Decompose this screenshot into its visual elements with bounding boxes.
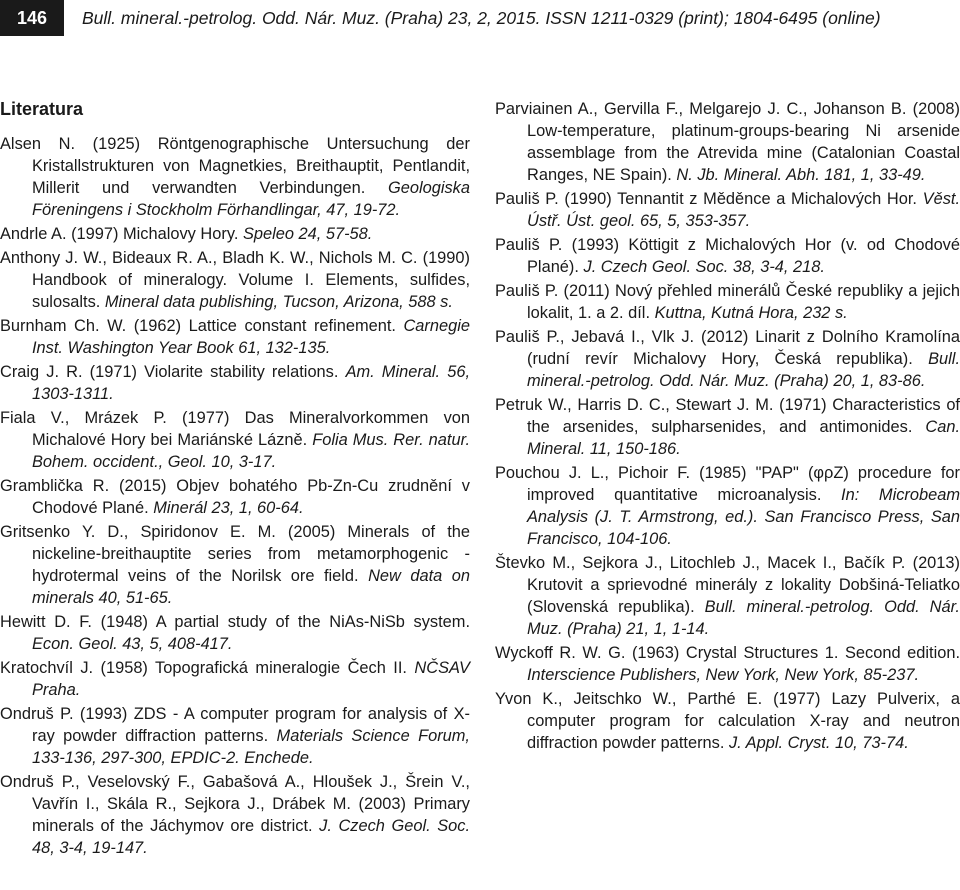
reference-entry [495,326,960,392]
reference-entry [495,394,960,460]
reference-source: Bull. mineral.-petrolog. Odd. Nár. Muz. (Praha) 21, 1, 1-14. [527,598,960,638]
reference-authors-title: Ondruš P., Veselovský F., Gabašová A., Hloušek J., Šrein V., Vavřín I., Skála R., Sejkora J., Drábek M. (2003) Primary minerals of the Jáchymov ore district. [0,773,470,835]
reference-source: Speleo 24, 57-58. [242,225,373,243]
reference-entry [495,98,960,186]
reference-source: Econ. Geol. 43, 5, 408-417. [32,635,233,653]
left-column [0,98,470,861]
reference-source: Mineral data publishing, Tucson, Arizona, 588 s. [104,293,453,311]
reference-source: Am. Mineral. 56, 1303-1311. [32,363,471,403]
journal-running-head: Bull. mineral.-petrolog. Odd. Nár. Muz. (Praha) 23, 2, 2015. ISSN 1211-0329 (print); 1804-6495 (online) [82,8,881,28]
reference-authors-title: Parviainen A., Gervilla F., Melgarejo J. C., Johanson B. (2008) Low-temperature, platinum-groups-bearing Ni arsenide assemblage from the Atrevida mine (Catalonian Coastal Ranges, NE Spain). [495,100,960,184]
reference-authors-title: Ondruš P. (1993) ZDS - A computer program for analysis of X-ray powder diffraction patterns. [0,705,470,745]
reference-authors-title: Pauliš P. (1993) Köttigit z Michalových Hor (v. od Chodové Plané). [495,236,960,276]
reference-entry [0,657,470,701]
reference-entry [0,611,470,655]
reference-source: Carnegie Inst. Washington Year Book 61, 132-135. [32,317,470,357]
section-heading: Literatura [0,99,84,119]
reference-entry [495,234,960,278]
reference-authors-title: Kratochvíl J. (1958) Topografická mineralogie Čech II. [0,659,407,677]
page-number: 146 [0,0,64,36]
reference-source: NČSAV Praha. [32,659,470,699]
reference-entry [0,475,470,519]
reference-authors-title: Andrle A. (1997) Michalovy Hory. [0,225,239,243]
reference-list-right [495,98,960,754]
reference-source: New data on minerals 40, 51-65. [32,567,470,607]
reference-authors-title: Fiala V., Mrázek P. (1977) Das Mineralvorkommen von Michalové Hory bei Mariánské Lázně. [0,409,470,449]
reference-source: J. Czech Geol. Soc. 38, 3-4, 218. [583,258,825,276]
reference-entry [495,188,960,232]
reference-source: J. Czech Geol. Soc. 48, 3-4, 19-147. [32,817,470,857]
reference-authors-title: Craig J. R. (1971) Violarite stability relations. [0,363,339,381]
reference-entry [0,407,470,473]
reference-authors-title: Gritsenko Y. D., Spiridonov E. M. (2005) Minerals of the nickeline-breithauptite series from metamorphogenic -hydrotermal veins of the Norilsk ore field. [0,523,470,585]
reference-source: Interscience Publishers, New York, New York, 85-237. [527,666,920,684]
right-column [495,98,960,756]
reference-entry [0,223,470,245]
reference-source: J. Appl. Cryst. 10, 73-74. [728,734,909,752]
reference-source: Folia Mus. Rer. natur. Bohem. occident., Geol. 10, 3-17. [32,431,470,471]
reference-authors-title: Pauliš P. (2011) Nový přehled minerálů České republiky a jejich lokalit, 1. a 2. díl. [495,282,960,322]
reference-entry [495,688,960,754]
reference-authors-title: Wyckoff R. W. G. (1963) Crystal Structures 1. Second edition. [495,644,960,662]
reference-authors-title: Anthony J. W., Bideaux R. A., Bladh K. W., Nichols M. C. (1990) Handbook of mineralogy. Volume I. Elements, sulfides, sulosalts. [0,249,470,311]
reference-list-left [0,133,470,859]
reference-source: Minerál 23, 1, 60-64. [153,499,304,517]
reference-entry [0,521,470,609]
reference-entry [0,247,470,313]
reference-entry [0,133,470,221]
reference-authors-title: Petruk W., Harris D. C., Stewart J. M. (1971) Characteristics of the arsenides, sulpharsenides, and antimonides. [495,396,960,436]
reference-source: Bull. mineral.-petrolog. Odd. Nár. Muz. (Praha) 20, 1, 83-86. [527,350,960,390]
reference-authors-title: Hewitt D. F. (1948) A partial study of the NiAs-NiSb system. [0,613,470,631]
reference-entry [0,771,470,859]
reference-authors-title: Alsen N. (1925) Röntgenographische Untersuchung der Kristallstrukturen von Magnetkies, Breithauptit, Pentlandit, Millerit und verwandten Verbindungen. [0,135,470,197]
reference-source: Věst. Ústř. Úst. geol. 65, 5, 353-357. [527,190,960,230]
reference-authors-title: Pauliš P. (1990) Tennantit z Měděnce a Michalových Hor. [495,190,917,208]
reference-authors-title: Pauliš P., Jebavá I., Vlk J. (2012) Linarit z Dolního Kramolína (rudní revír Michalovy Hory, Česká republika). [495,328,960,368]
reference-entry [495,552,960,640]
reference-source: Materials Science Forum, 133-136, 297-300, EPDIC-2. Enchede. [32,727,470,767]
running-header [0,0,960,36]
reference-entry [0,315,470,359]
reference-authors-title: Burnham Ch. W. (1962) Lattice constant refinement. [0,317,396,335]
reference-entry [495,462,960,550]
reference-authors-title: Števko M., Sejkora J., Litochleb J., Macek I., Bačík P. (2013) Krutovit a sprievodné minerály z lokality Dobšiná-Teliatko (Slovenská republika). [495,554,960,616]
reference-source: Kuttna, Kutná Hora, 232 s. [654,304,848,322]
reference-source: In: Microbeam Analysis (J. T. Armstrong, ed.). San Francisco Press, San Francisco, 104-106. [527,486,960,548]
reference-entry [495,280,960,324]
reference-authors-title: Pouchou J. L., Pichoir F. (1985) "PAP" (φρZ) procedure for improved quantitative microanalysis. [495,464,960,504]
reference-source: Geologiska Föreningens i Stockholm Förhandlingar, 47, 19-72. [32,179,470,219]
reference-authors-title: Gramblička R. (2015) Objev bohatého Pb-Zn-Cu zrudnění v Chodové Plané. [0,477,470,517]
reference-source: Can. Mineral. 11, 150-186. [527,418,960,458]
reference-source: N. Jb. Mineral. Abh. 181, 1, 33-49. [676,166,926,184]
reference-entry [0,361,470,405]
reference-entry [495,642,960,686]
reference-entry [0,703,470,769]
reference-authors-title: Yvon K., Jeitschko W., Parthé E. (1977) Lazy Pulverix, a computer program for calculation X-ray and neutron diffraction powder patterns. [495,690,960,752]
